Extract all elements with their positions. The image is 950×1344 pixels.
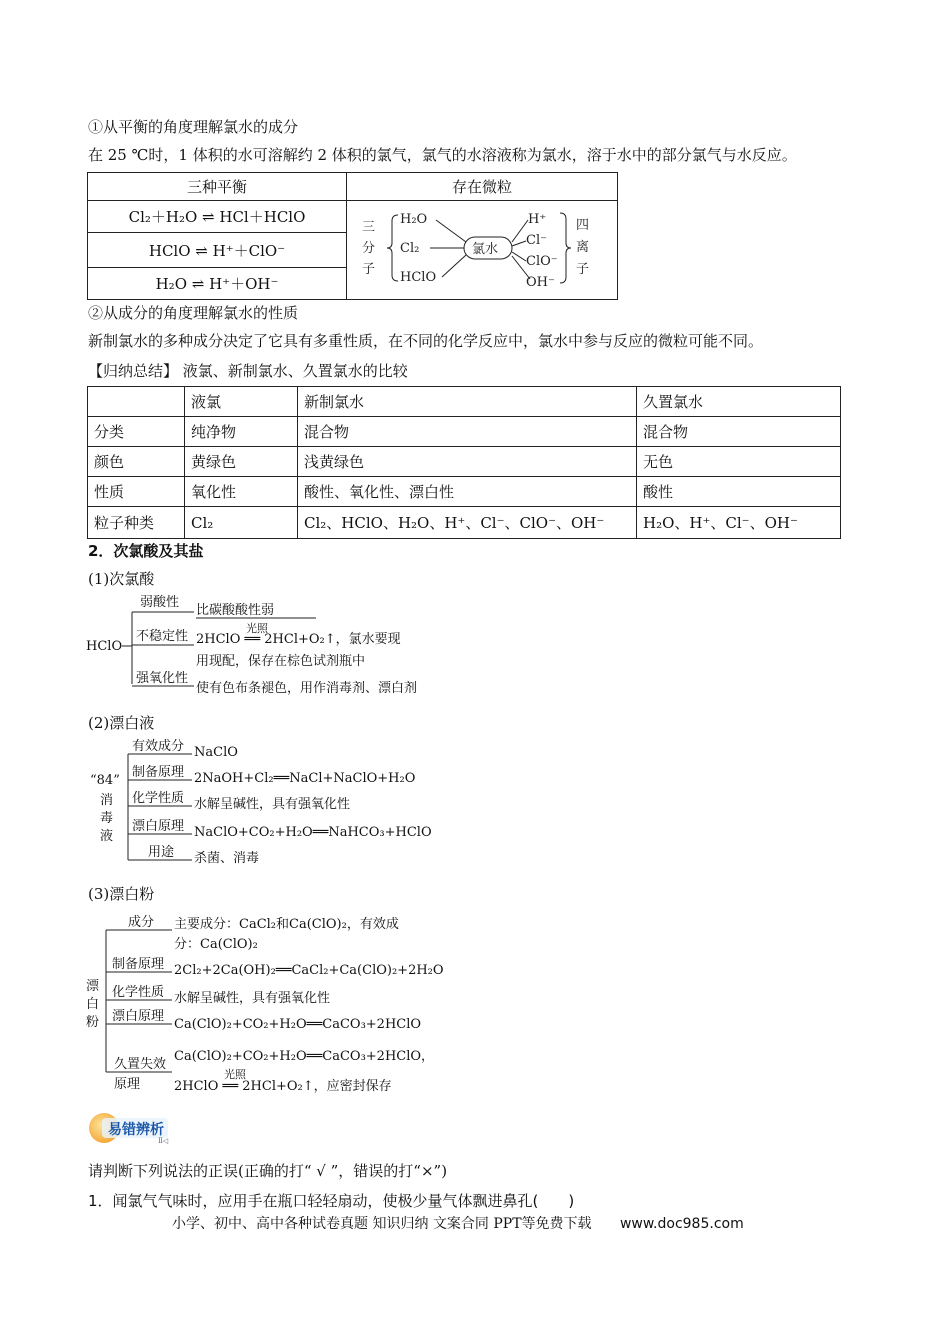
svg-text:Ⅱ◁: Ⅱ◁: [158, 1137, 169, 1144]
diagram-ion-1: H⁺: [528, 212, 547, 227]
diagram-ion-4: OH⁻: [526, 275, 555, 290]
cmp-header-0: [88, 387, 185, 417]
table-cell: 无色: [637, 447, 841, 477]
tip-badge: [88, 1112, 172, 1144]
bleach-branch-label-3: 化学性质: [132, 791, 185, 806]
table-cell: 性质: [88, 477, 185, 507]
bleach-root-2: 消: [100, 793, 114, 808]
hclo-condition: 光照: [246, 622, 268, 635]
table-row: [88, 447, 841, 477]
powder-branch-label-2: 制备原理: [112, 957, 165, 972]
diagram-molecule-2: Cl₂: [400, 241, 420, 256]
hclo-root: HClO: [86, 639, 123, 654]
table-cell: 纯净物: [185, 417, 298, 447]
table-cell: H₂O、H⁺、Cl⁻、OH⁻: [637, 507, 841, 539]
bleach-branch-text-2: 2NaOH+Cl₂══NaCl+NaClO+H₂O: [194, 771, 416, 786]
bleach-branch-label-4: 漂白原理: [132, 819, 185, 834]
question-1: 1．闻氯气气味时，应用手在瓶口轻轻扇动，使极少量气体飘进鼻孔( ): [88, 1192, 575, 1210]
hclo-branch-label-2: 不稳定性: [136, 629, 189, 644]
diagram-left-label-2: 分: [362, 241, 376, 256]
powder-branch-text-4: Ca(ClO)₂+CO₂+H₂O══CaCO₃+2HClO: [174, 1017, 422, 1032]
table-cell: Cl₂、HClO、H₂O、H⁺、Cl⁻、ClO⁻、OH⁻: [298, 507, 637, 539]
powder-branch-label-1: 成分: [128, 915, 155, 930]
section1-text: 在 25 ℃时，1 体积的水可溶解约 2 体积的氯气，氯气的水溶液称为氯水，溶于水中的部分氯气与水反应。: [88, 146, 797, 164]
eq-header-2: 存在微粒: [347, 173, 618, 201]
diagram-left-label-1: 三: [362, 220, 376, 235]
section1-heading: ①从平衡的角度理解氯水的成分: [88, 118, 299, 136]
powder-branch-text-5b: 2HClO ══ 2HCl+O₂↑，应密封保存: [174, 1079, 392, 1094]
powder-root-2: 白: [86, 997, 100, 1012]
particle-diagram-cell: [347, 201, 618, 300]
table-row: [88, 477, 841, 507]
hclo-branch-text-3: 使有色布条褪色，用作消毒剂、漂白剂: [196, 681, 418, 696]
powder-branch-label-5b: 原理: [114, 1077, 141, 1092]
table-cell: 混合物: [298, 417, 637, 447]
cmp-header-1: 液氯: [185, 387, 298, 417]
powder-branch-text-2: 2Cl₂+2Ca(OH)₂══CaCl₂+Ca(ClO)₂+2H₂O: [174, 963, 444, 978]
eq-header-1: 三种平衡: [88, 173, 347, 201]
section2-text: 新制氯水的多种成分决定了它具有多重性质，在不同的化学反应中，氯水中参与反应的微粒可能不同。: [88, 332, 764, 350]
bleach-branch-label-5: 用途: [148, 845, 175, 860]
table-cell: 粒子种类: [88, 507, 185, 539]
powder-branch-text-3: 水解呈碱性，具有强氧化性: [174, 991, 331, 1006]
hclo-heading: (1)次氯酸: [88, 570, 155, 588]
hclo-branch-label-3: 强氧化性: [136, 671, 189, 686]
table-cell: 浅黄绿色: [298, 447, 637, 477]
powder-condition: 光照: [224, 1068, 246, 1081]
bleach-branch-label-2: 制备原理: [132, 765, 185, 780]
powder-branch-text-1a: 主要成分：CaCl₂和Ca(ClO)₂，有效成: [174, 917, 399, 932]
powder-root-3: 粉: [86, 1015, 100, 1030]
bleach-root-1: “84”: [90, 773, 120, 788]
diagram-left-label-3: 子: [362, 262, 376, 277]
diagram-right-label-2: 离: [576, 240, 590, 255]
table-cell: 酸性、氧化性、漂白性: [298, 477, 637, 507]
powder-branch-text-1b: 分：Ca(ClO)₂: [174, 937, 258, 952]
particle-diagram: [348, 201, 616, 295]
table-row: [88, 417, 841, 447]
powder-branch-label-3: 化学性质: [112, 985, 165, 1000]
powder-branch-text-5a: Ca(ClO)₂+CO₂+H₂O══CaCO₃+2HClO，: [174, 1049, 435, 1064]
diagram-ion-3: ClO⁻: [526, 254, 558, 269]
table-cell: 分类: [88, 417, 185, 447]
hclo-branch-label-1: 弱酸性: [140, 595, 180, 610]
table-cell: 氧化性: [185, 477, 298, 507]
diagram-right-label-3: 子: [576, 262, 590, 277]
page-footer: [172, 1213, 744, 1233]
footer-url: www.doc985.com: [619, 1216, 744, 1232]
summary-title: 【归纳总结】 液氯、新制氯水、久置氯水的比较: [88, 362, 408, 380]
hclo-branch-text-2b: 用现配，保存在棕色试剂瓶中: [196, 654, 366, 669]
table-row: [88, 507, 841, 539]
powder-branch-label-4: 漂白原理: [112, 1009, 165, 1024]
eq-row-2: HClO ⇌ H⁺＋ClO⁻: [88, 232, 347, 267]
powder-heading: (3)漂白粉: [88, 885, 155, 903]
bleach-root-4: 液: [100, 829, 114, 844]
comparison-table: [87, 386, 841, 539]
tip-label: 易错辨析: [108, 1122, 164, 1138]
cmp-header-2: 新制氯水: [298, 387, 637, 417]
diagram-ion-2: Cl⁻: [526, 233, 547, 248]
bleach-branch-label-1: 有效成分: [132, 739, 185, 754]
diagram-molecule-3: HClO: [400, 270, 437, 285]
tip-intro: 请判断下列说法的正误(正确的打“ √ ”，错误的打“×”): [88, 1162, 448, 1180]
table-cell: Cl₂: [185, 507, 298, 539]
diagram-center: 氯水: [472, 242, 499, 257]
powder-diagram: [84, 910, 448, 1102]
footer-text: 小学、初中、高中各种试卷真题 知识归纳 文案合同 PPT等免费下载: [172, 1216, 592, 1232]
table-cell: 颜色: [88, 447, 185, 477]
hclo-diagram: [86, 590, 446, 702]
diagram-right-label-1: 四: [576, 218, 590, 233]
eq-row-3: H₂O ⇌ H⁺＋OH⁻: [88, 268, 347, 300]
hclo-branch-text-2a: 2HClO ══ 2HCl+O₂↑，氯水要现: [196, 632, 401, 647]
powder-root-1: 漂: [86, 979, 100, 994]
cmp-header-3: 久置氯水: [637, 387, 841, 417]
section-title-2: 2．次氯酸及其盐: [88, 542, 204, 560]
bleach-branch-text-3: 水解呈碱性，具有强氧化性: [194, 797, 351, 812]
table-cell: 黄绿色: [185, 447, 298, 477]
eq-row-1: Cl₂＋H₂O ⇌ HCl＋HClO: [88, 201, 347, 233]
diagram-molecule-1: H₂O: [400, 212, 428, 227]
bleach-branch-text-5: 杀菌、消毒: [194, 851, 260, 866]
table-cell: 混合物: [637, 417, 841, 447]
bleach-branch-text-1: NaClO: [194, 745, 238, 760]
table-cell: 酸性: [637, 477, 841, 507]
bleach-root-3: 毒: [100, 811, 114, 826]
hclo-branch-text-1: 比碳酸酸性弱: [196, 603, 275, 618]
bleach-branch-text-4: NaClO+CO₂+H₂O══NaHCO₃+HClO: [194, 825, 432, 840]
section2-heading: ②从成分的角度理解氯水的性质: [88, 304, 299, 322]
powder-branch-label-5: 久置失效: [114, 1057, 167, 1072]
bleach-diagram: [86, 736, 446, 870]
bleach-heading: (2)漂白液: [88, 714, 155, 732]
equilibrium-table: [87, 172, 618, 300]
